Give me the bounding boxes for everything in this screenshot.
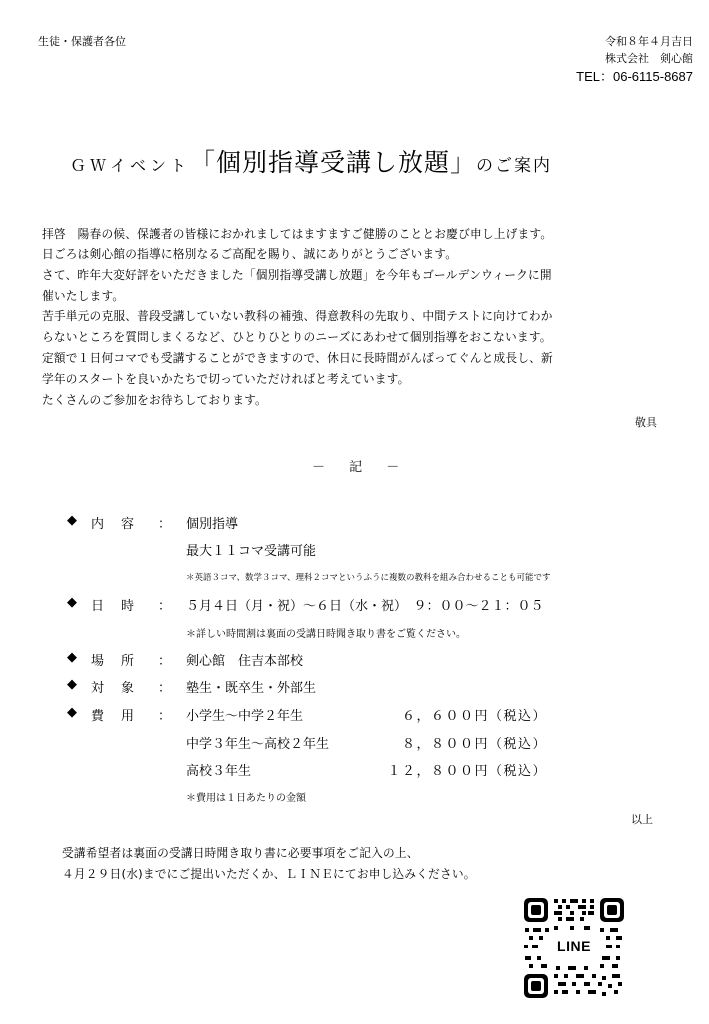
- footer-line: ４月２９日(水)までにご提出いただくか、ＬＩＮＥにてお申し込みください。: [62, 867, 476, 881]
- target-label: 対 象: [91, 681, 137, 696]
- content-value: 個別指導: [186, 517, 239, 532]
- colon: ：: [158, 709, 172, 724]
- closing-keigu: 敬具: [635, 416, 657, 429]
- company-name: 株式会社 剣心館: [605, 52, 693, 65]
- fee-note: ＊費用は１日あたりの金額: [186, 793, 306, 804]
- ki-heading: － 記 －: [312, 460, 410, 475]
- issue-date: 令和８年４月吉日: [605, 35, 693, 48]
- fee-price: ８，８００円（税込）: [401, 737, 547, 752]
- fee-price: １２，８００円（税込）: [387, 764, 547, 779]
- title-main: 「個別指導受講し放題」: [190, 148, 477, 177]
- body-line: たくさんのご参加をお待ちしております。: [42, 393, 267, 407]
- colon: ：: [158, 599, 172, 614]
- body-line: 拝啓 陽春の候、保護者の皆様におかれましてはますますご健勝のこととお慶び申し上げます。: [42, 227, 553, 241]
- black-diamond-icon: ◆: [67, 513, 77, 528]
- fee-label: 費 用: [91, 709, 137, 724]
- black-diamond-icon: ◆: [67, 650, 77, 665]
- colon: ：: [158, 517, 172, 532]
- place-value: 剣心館 住吉本部校: [186, 654, 304, 669]
- fee-grade: 小学生～中学２年生: [186, 709, 304, 724]
- title-suffix: のご案内: [476, 156, 553, 176]
- closing-ijou: 以上: [631, 813, 653, 826]
- footer-line: 受講希望者は裏面の受講日時聞き取り書に必要事項をご記入の上、: [62, 846, 419, 860]
- datetime-note: ＊詳しい時間割は裏面の受講日時聞き取り書をご覧ください。: [186, 629, 466, 640]
- black-diamond-icon: ◆: [67, 677, 77, 692]
- body-line: 定額で１日何コマでも受講することができますので、休日に長時間がんばってぐんと成長し、新: [42, 351, 553, 365]
- colon: ：: [158, 654, 172, 669]
- content-value-max: 最大１１コマ受講可能: [186, 544, 317, 559]
- qr-line-label: LINE: [557, 938, 591, 954]
- title-prefix: ＧＷイベント: [70, 156, 191, 175]
- body-line: 苦手単元の克服、普段受講していない教科の補強、得意教科の先取り、中間テストに向けてわか: [42, 309, 553, 323]
- line-qr-code[interactable]: [522, 896, 626, 1000]
- page-title: [70, 143, 552, 179]
- content-label: 内 容: [91, 517, 137, 532]
- body-line: 学年のスタートを良いかたちで切っていただければと考えています。: [42, 372, 410, 386]
- body-line: さて、昨年大変好評をいただきました「個別指導受講し放題」を今年もゴールデンウィークに開: [42, 268, 552, 282]
- target-value: 塾生・既卒生・外部生: [186, 681, 317, 696]
- body-line: らないところを質問しまくるなど、ひとりひとりのニーズにあわせて個別指導をおこないます。: [42, 330, 552, 344]
- colon: ：: [158, 681, 172, 696]
- body-line: 催いたします。: [42, 289, 125, 303]
- body-line: 日ごろは剣心館の指導に格別なるご高配を賜り、誠にありがとうございます。: [42, 247, 458, 261]
- content-note: ＊英語３コマ、数学３コマ、理科２コマというふうに複数の教科を組み合わせることも可能です: [186, 573, 551, 583]
- black-diamond-icon: ◆: [67, 595, 77, 610]
- telephone: TEL：06-6115-8687: [576, 69, 693, 84]
- fee-grade: 中学３年生～高校２年生: [186, 737, 330, 752]
- datetime-label: 日 時: [91, 599, 137, 614]
- black-diamond-icon: ◆: [67, 705, 77, 720]
- datetime-value: ５月４日（月・祝）～６日（水・祝） ９：００～２１：０５: [186, 599, 544, 614]
- place-label: 場 所: [91, 654, 137, 669]
- addressee: 生徒・保護者各位: [38, 35, 126, 48]
- fee-grade: 高校３年生: [186, 764, 252, 779]
- fee-price: ６，６００円（税込）: [401, 709, 547, 724]
